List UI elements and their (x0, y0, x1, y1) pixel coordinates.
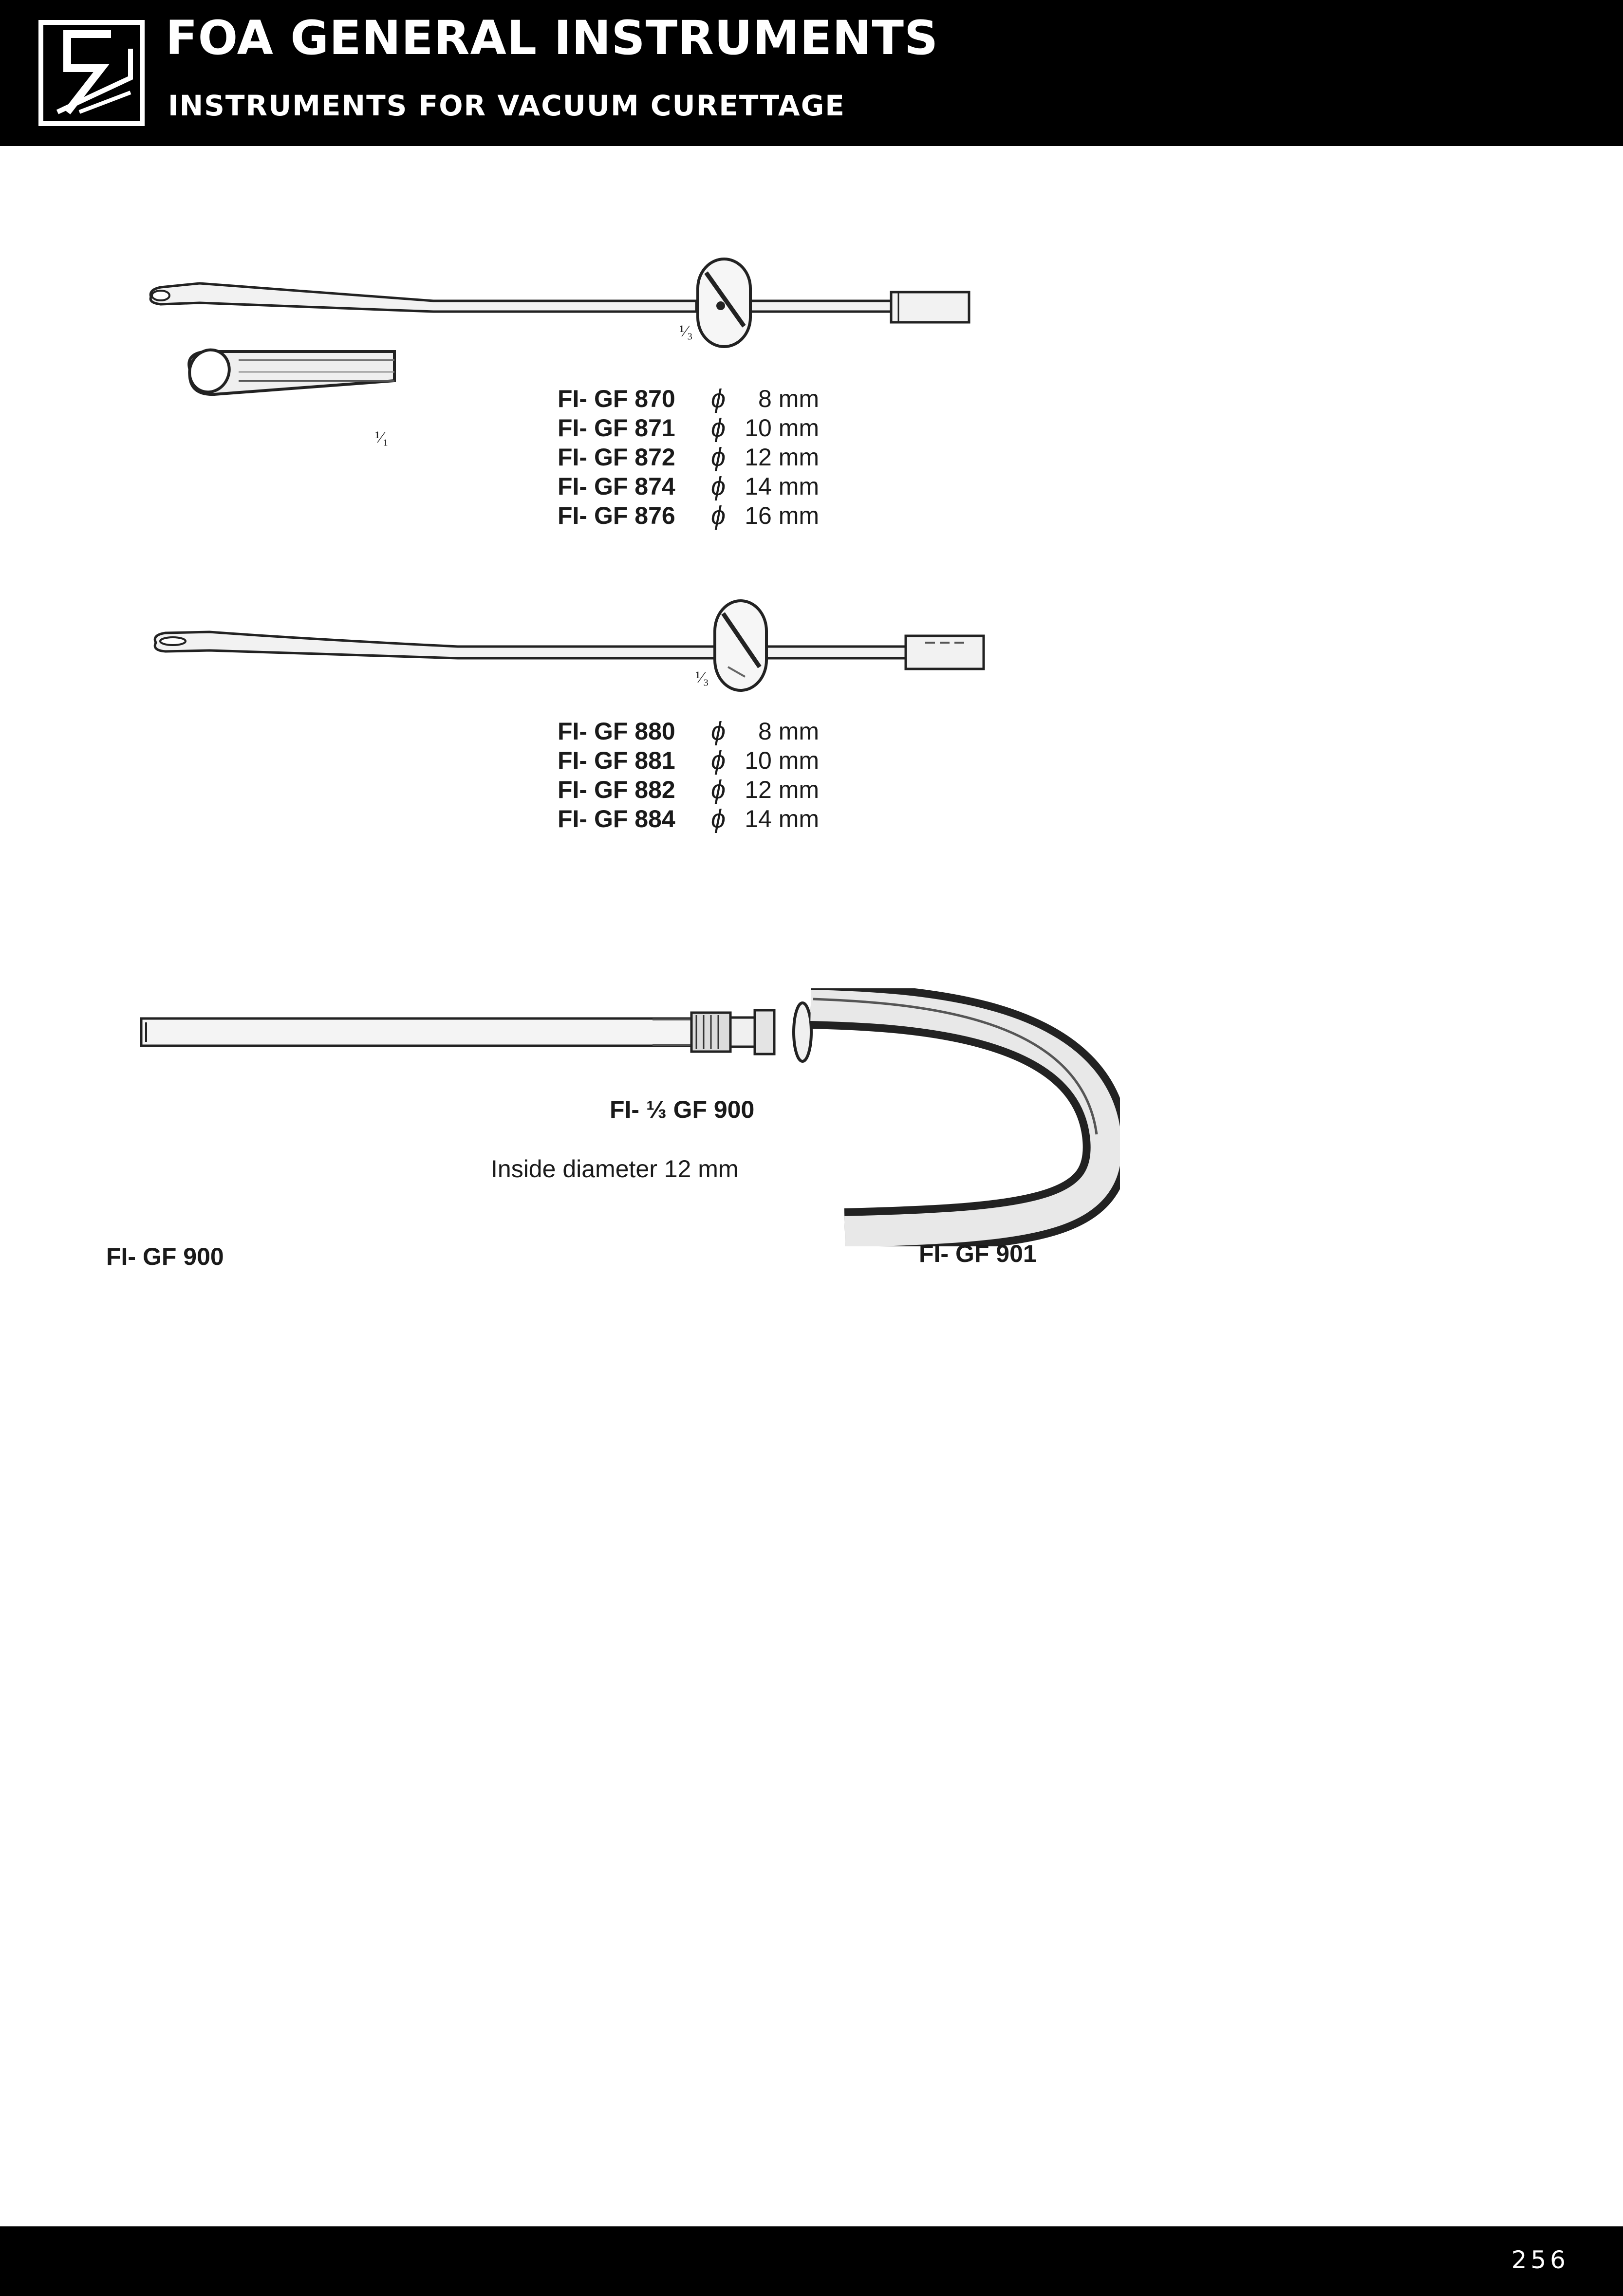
diameter-symbol: ϕ (711, 413, 726, 443)
spec-row (558, 501, 819, 530)
diameter-size: 14 mm (745, 805, 819, 833)
diameter-symbol: ϕ (711, 717, 726, 746)
product-code: FI- GF 871 (558, 414, 675, 442)
product-label-gf901: FI- GF 901 (919, 1240, 1037, 1267)
diameter-size: 8 mm (758, 385, 819, 412)
product-code: FI- GF 882 (558, 776, 675, 803)
spec-row (558, 775, 819, 804)
page-footer (0, 2226, 1623, 2296)
diameter-size: 8 mm (758, 718, 819, 745)
spec-row (558, 804, 819, 833)
diameter-symbol: ϕ (711, 443, 726, 472)
spec-table-870 (558, 384, 819, 530)
spec-row (558, 413, 819, 443)
inside-diameter-note: Inside diameter 12 mm (491, 1155, 739, 1183)
product-code: FI- GF 872 (558, 444, 675, 471)
diameter-size: 16 mm (745, 502, 819, 529)
diameter-symbol: ϕ (711, 384, 726, 413)
diameter-size: 14 mm (745, 473, 819, 500)
diameter-symbol: ϕ (711, 804, 726, 833)
page-number: 256 (1511, 2246, 1569, 2274)
product-code: FI- GF 880 (558, 718, 675, 745)
brand-title: FOA GENERAL INSTRUMENTS (166, 11, 939, 65)
diameter-symbol: ϕ (711, 501, 726, 530)
spec-row (558, 384, 819, 413)
product-code: FI- GF 881 (558, 747, 675, 774)
scale-mark-detail: ¹⁄₁ (375, 428, 389, 446)
diameter-symbol: ϕ (711, 746, 726, 775)
product-code: FI- GF 876 (558, 502, 675, 529)
spec-row (558, 443, 819, 472)
page-header (0, 0, 1623, 146)
spec-row (558, 717, 819, 746)
spec-table-880 (558, 717, 819, 833)
product-code: FI- GF 870 (558, 385, 675, 412)
product-label-gf900: FI- GF 900 (106, 1243, 224, 1270)
scale-mark-880: ¹⁄₃ (695, 668, 709, 686)
product-code: FI- GF 874 (558, 473, 675, 500)
diameter-symbol: ϕ (711, 775, 726, 804)
section-title: INSTRUMENTS FOR VACUUM CURETTAGE (168, 89, 845, 122)
diameter-size: 10 mm (745, 747, 819, 774)
cannula-880-drawing (146, 594, 993, 706)
diameter-size: 12 mm (745, 776, 819, 803)
diameter-symbol: ϕ (711, 472, 726, 501)
diameter-size: 12 mm (745, 444, 819, 471)
spec-row (558, 746, 819, 775)
diameter-size: 10 mm (745, 414, 819, 442)
foa-logo (38, 19, 145, 127)
spec-row (558, 472, 819, 501)
scale-label-gf900: FI- ⅓ GF 900 (610, 1096, 755, 1123)
product-code: FI- GF 884 (558, 805, 675, 833)
scale-mark-870: ¹⁄₃ (679, 322, 693, 340)
